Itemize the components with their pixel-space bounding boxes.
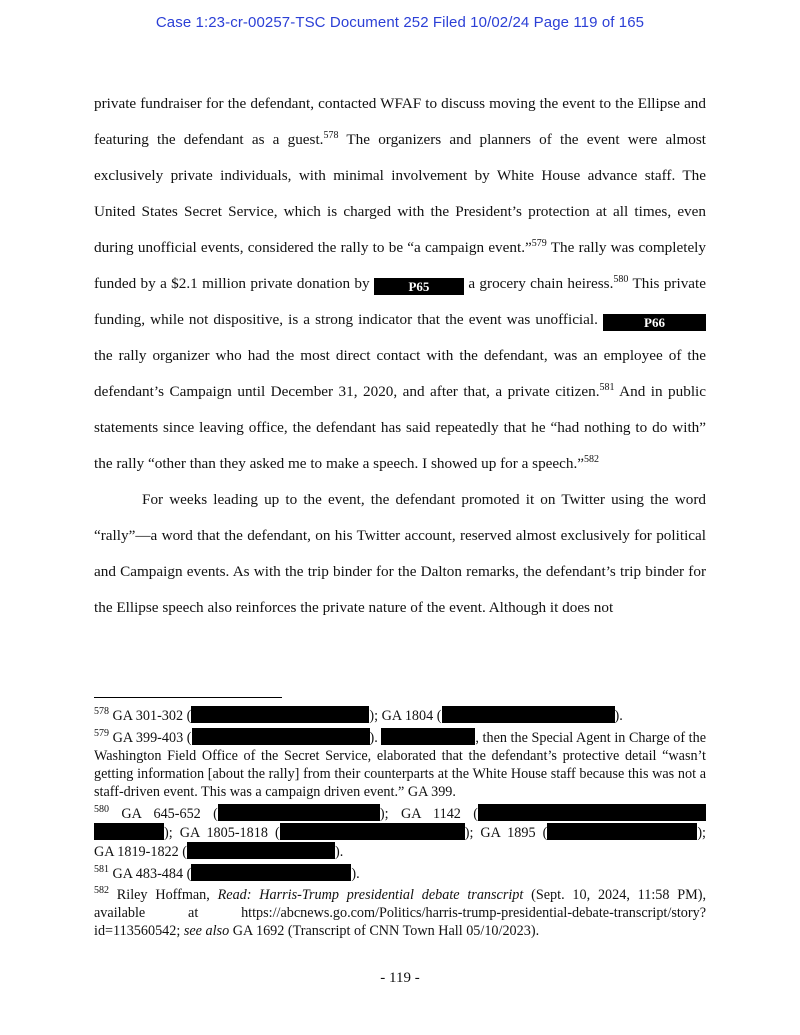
text-run: ); GA 1819-1822 ( [94,825,706,860]
see-also-signal: see also [183,923,230,939]
footnotes [94,706,706,943]
redaction-box [381,728,475,745]
footnote-578 [94,706,706,725]
case-header: Case 1:23-cr-00257-TSC Document 252 Filed 10/02/24 Page 119 of 165 [155,14,645,31]
redaction-p65: P65 [374,278,464,295]
text-run: , then the Special Agent in Charge of the Washington Field Office of the Secret Service, elaborated that the defendant’s protective detail “wasn’t getting information [about the rally] from their counterparts at the White House staff because this was not a staff-driven event. This was a campaign driven event.” GA 399. [94,730,706,800]
footnote-ref-578[interactable]: 578 [323,130,339,141]
footnote-number: 581 [94,864,109,875]
footnote-582 [94,886,706,940]
text-run: ); GA 1805-1818 ( [164,825,280,841]
footnote-number: 578 [94,706,109,717]
text-run: GA 1692 (Transcript of CNN Town Hall 05/10/2023). [229,923,540,939]
page-number: - 119 - [380,970,420,986]
footnote-divider [94,697,282,698]
paragraph-2: For weeks leading up to the event, the defendant promoted it on Twitter using the word “rally”—a word that the defendant, on his Twitter account, reserved almost exclusively for political and Campaign events. As with the trip binder for the Dalton remarks, the defendant’s trip binder for the Ellipse speech also reinforces the private nature of the event. Although it does not [94,491,706,616]
text-run: private fundraiser for the defendant, contacted WFAF to discuss moving the event to the Ellipse and featuring the defendant as a guest. [94,95,706,148]
text-run: Riley Hoffman, [109,887,218,903]
text-run: GA 645-652 ( [109,806,218,822]
footnote-ref-582[interactable]: 582 [584,454,600,465]
redaction-box [442,706,615,723]
redaction-box [547,823,697,840]
redaction-box [191,864,351,881]
redaction-box [478,804,706,821]
text-run: ); GA 1804 ( [369,708,442,724]
text-run: ). [369,730,382,746]
footnote-581 [94,864,706,883]
redaction-box [94,823,164,840]
footnote-ref-579[interactable]: 579 [531,238,547,249]
text-run: (Sept. 10, 2024, 11:58 PM), available at https://abcnews.go.com/Politics/harris-trump-presidential-debate-transcript/story?id=113560542; [94,887,707,939]
text-run: This private funding, while not dispositive, is a strong indicator that the event was unofficial. [94,275,706,328]
text-run: ). [351,866,360,882]
redaction-p66: P66 [603,314,706,331]
text-run: ). [335,844,344,860]
text-run: GA 399-403 ( [109,730,192,746]
text-run: ); GA 1895 ( [464,825,548,841]
text-run: ); GA 1142 ( [379,806,478,822]
body-text [94,86,706,626]
redaction-box [218,804,380,821]
redaction-box [280,823,465,840]
footnote-580 [94,804,706,861]
article-title: Read: Harris-Trump presidential debate transcript [217,887,524,903]
text-run: the rally organizer who had the most direct contact with the defendant, was an employee of the defendant’s Campaign until December 31, 2020, and after that, a private citizen. [94,347,706,400]
footnote-number: 582 [94,885,109,896]
footnote-ref-580[interactable]: 580 [613,274,629,285]
redaction-box [191,706,369,723]
footnote-ref-581[interactable]: 581 [599,382,615,393]
text-run: GA 483-484 ( [109,866,192,882]
text-run: The rally was completely funded by a $2.1 million private donation by [94,239,707,292]
paragraph-1 [94,86,706,482]
redaction-box [187,842,335,859]
footnote-number: 580 [94,804,109,815]
footnote-579 [94,728,706,801]
redaction-box [192,728,370,745]
text-run: ). [614,708,623,724]
text-run: And in public statements since leaving office, the defendant has said repeatedly that he “had nothing to do with” the rally “other than they asked me to make a speech. I showed up for a speech.” [94,383,707,472]
text-run: GA 301-302 ( [109,708,192,724]
footnote-number: 579 [94,728,109,739]
text-run: The organizers and planners of the event were almost exclusively private individuals, with minimal involvement by White House advance staff. The United States Secret Service, which is charged with the President’s protection at all times, even during unofficial events, considered the rally to be “a campaign event.” [94,131,706,256]
text-run: a grocery chain heiress. [463,275,614,292]
